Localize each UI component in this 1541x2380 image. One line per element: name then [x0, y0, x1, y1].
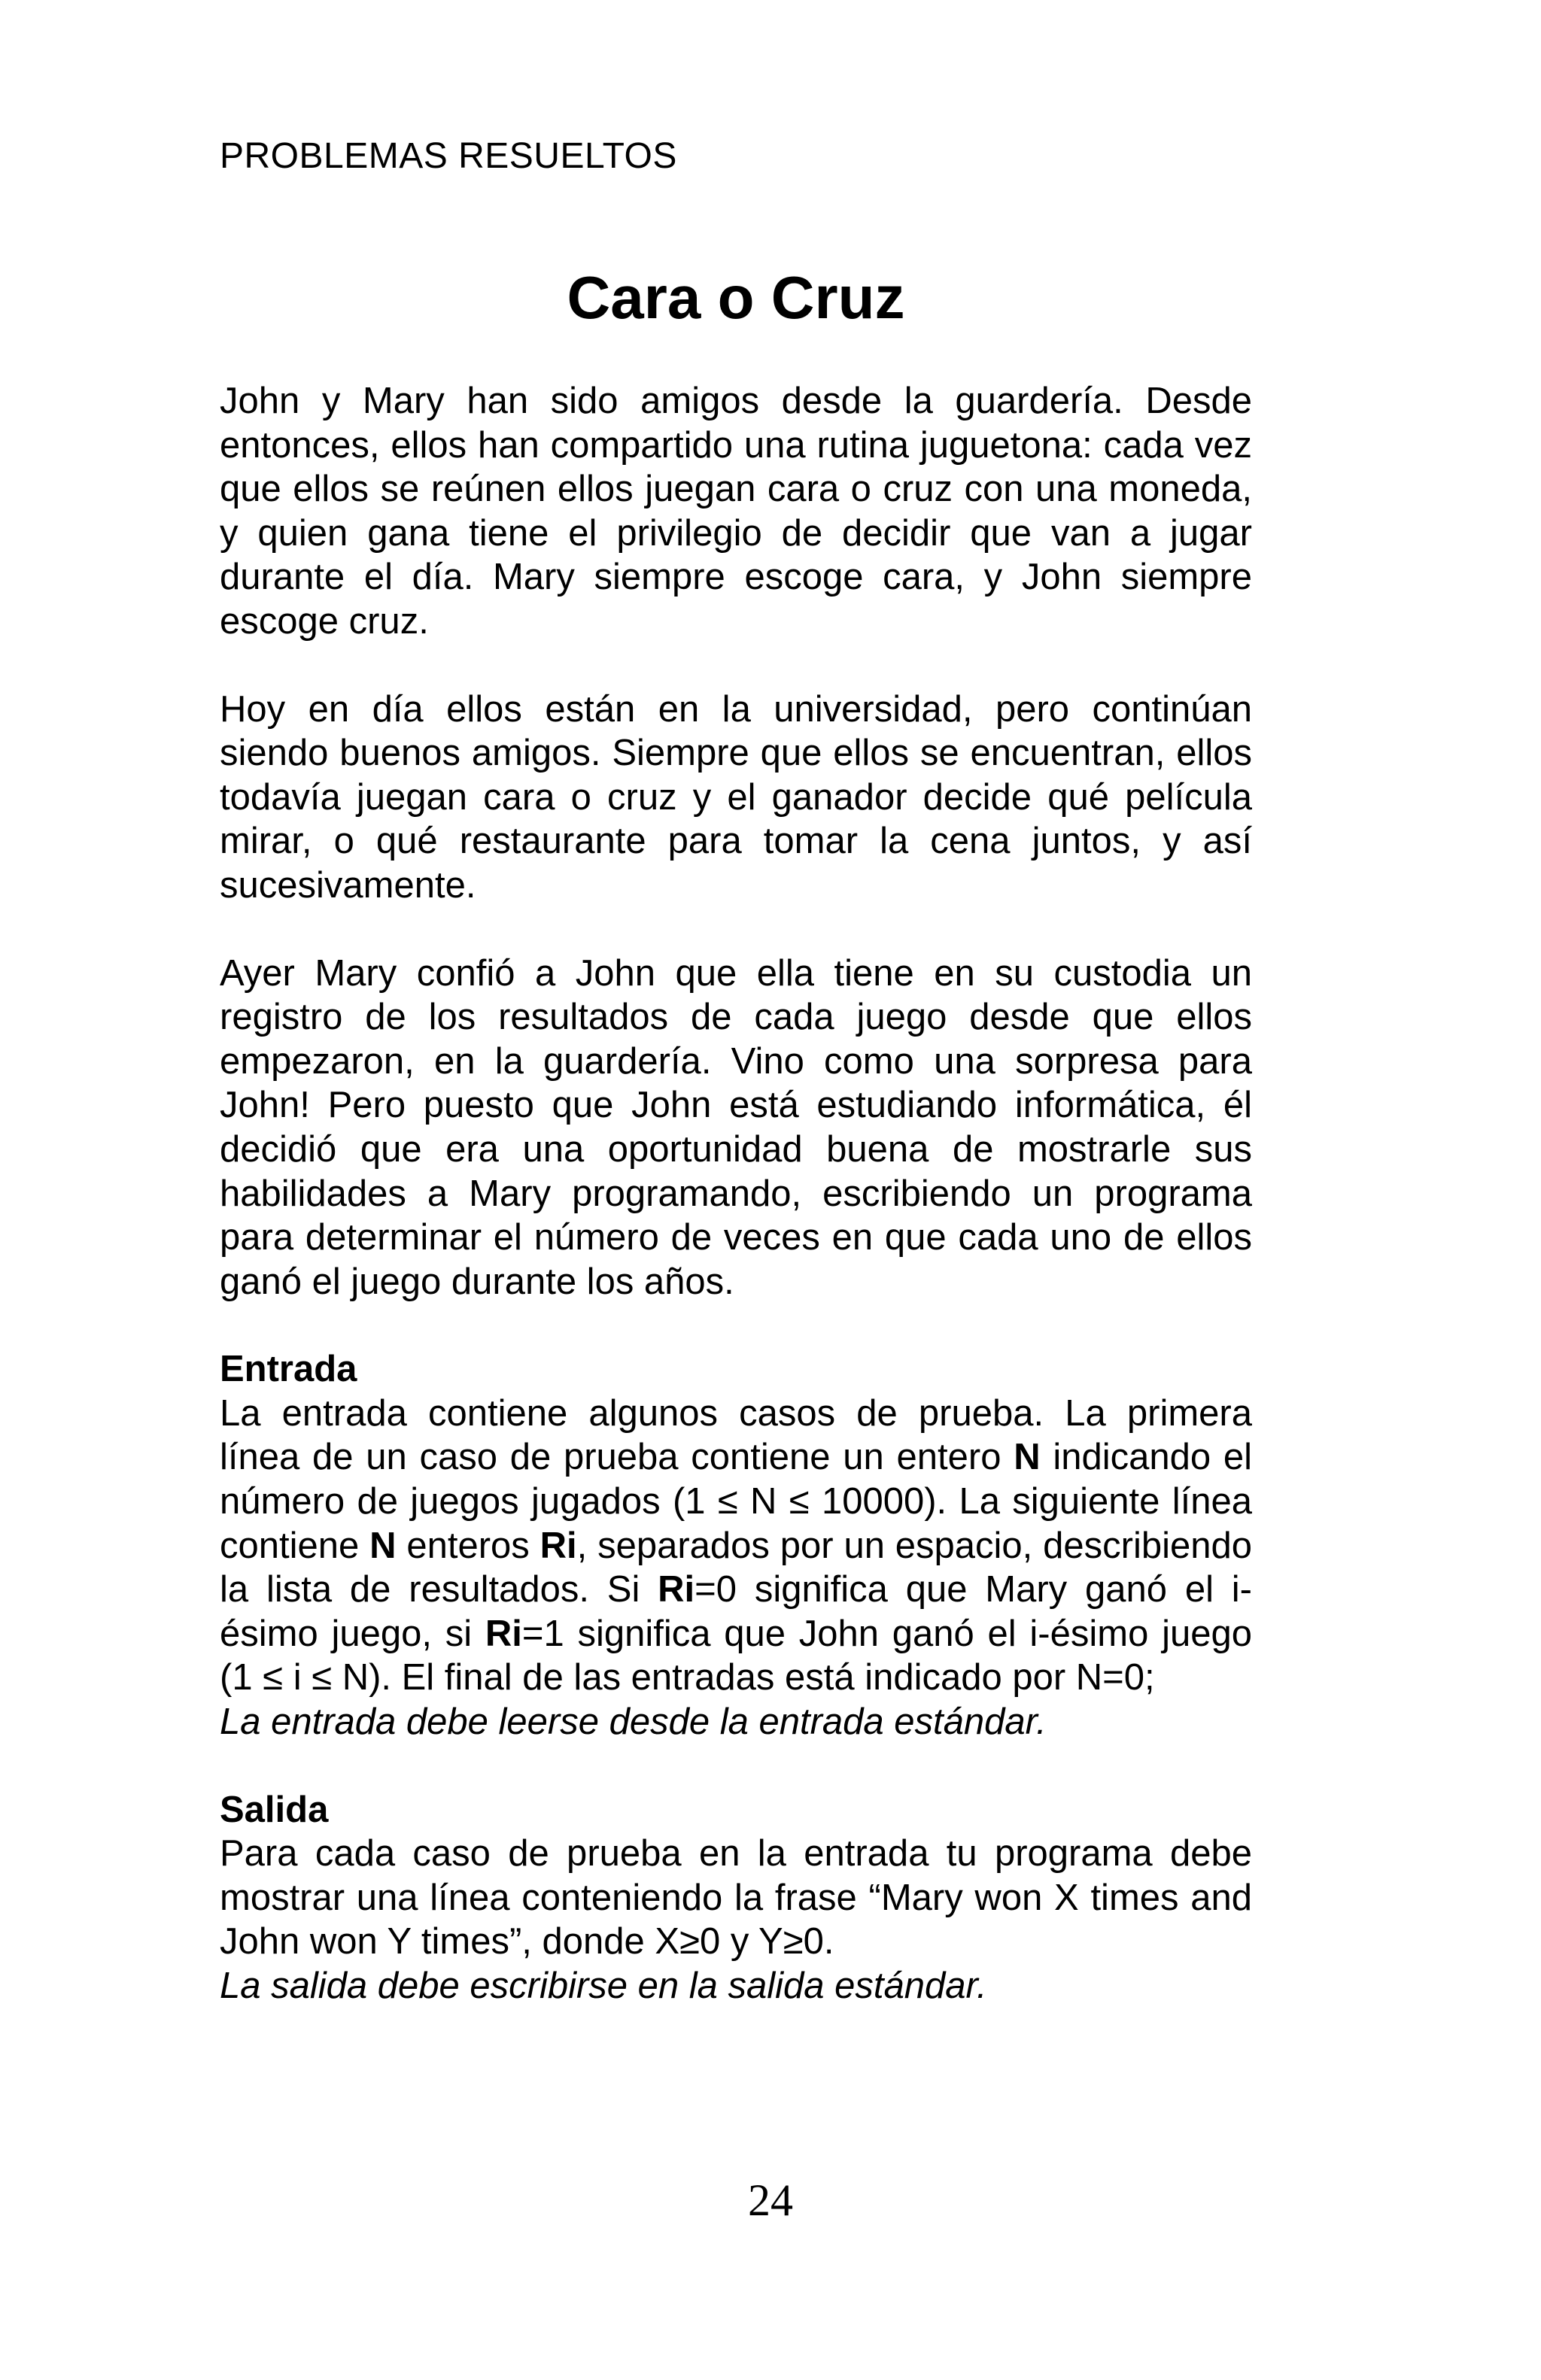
input-var-ri-2: Ri [658, 1569, 695, 1610]
input-text-6: =1 significa que John ganó el i-ésimo juego (1 ≤ i ≤ N). El final de las entradas está indicado por N=0; [220, 1613, 1252, 1698]
problem-title: Cara o Cruz [567, 264, 905, 331]
page-number: 24 [748, 2175, 793, 2225]
input-section [220, 1347, 1252, 1744]
page-content [220, 135, 1252, 2052]
input-note: La entrada debe leerse desde la entrada estándar. [220, 1702, 1047, 1743]
running-head: PROBLEMAS RESUELTOS [220, 136, 677, 176]
input-var-ri: Ri [540, 1525, 577, 1566]
output-note: La salida debe escribirse en la salida estándar. [220, 1966, 987, 2006]
input-description [220, 1392, 1252, 1700]
input-text-2: indicando el número de juegos jugados (1 ≤ N ≤ 10000). La siguiente línea contiene [220, 1437, 1252, 1566]
output-heading: Salida [220, 1789, 329, 1830]
input-var-ri-3: Ri [485, 1613, 522, 1654]
output-description: Para cada caso de prueba en la entrada tu programa debe mostrar una línea conteniendo la frase “Mary won X times and John won Y times”, donde X≥0 y Y≥0. [220, 1833, 1252, 1963]
input-var-n: N [1014, 1437, 1041, 1478]
input-text-1: La entrada contiene algunos casos de prueba. La primera línea de un caso de prueba contiene un entero [220, 1392, 1252, 1478]
intro-paragraph-1: John y Mary han sido amigos desde la guardería. Desde entonces, ellos han compartido una rutina juguetona: cada vez que ellos se reúnen ellos juegan cara o cruz con una moneda, y quien gana tiene el privilegio de decidir que van a jugar durante el día. Mary siempre escoge cara, y John siempre escoge cruz. [220, 381, 1252, 642]
input-text-4: , separados por un espacio, describiendo la lista de resultados. Si [220, 1525, 1252, 1610]
input-text-3: enteros [396, 1525, 540, 1566]
input-text-5: =0 significa que Mary ganó el i-ésimo juego, si [220, 1569, 1252, 1654]
intro-paragraph-3: Ayer Mary confió a John que ella tiene en su custodia un registro de los resultados de cada juego desde que ellos empezaron, en la guardería. Vino como una sorpresa para John! Pero puesto que John está estudiando informática, él decidió que era una oportunidad buena de mostrarle sus habilidades a Mary programando, escribiendo un programa para determinar el número de veces en que cada uno de ellos ganó el juego durante los años. [220, 952, 1252, 1302]
output-section [220, 1788, 1252, 2008]
input-var-n-2: N [369, 1525, 397, 1566]
input-heading: Entrada [220, 1349, 357, 1390]
intro-paragraph-2: Hoy en día ellos están en la universidad, pero continúan siendo buenos amigos. Siempre que ellos se encuentran, ellos todavía juegan cara o cruz y el ganador decide qué película mirar, o qué restaurante para tomar la cena juntos, y así sucesivamente. [220, 688, 1252, 906]
